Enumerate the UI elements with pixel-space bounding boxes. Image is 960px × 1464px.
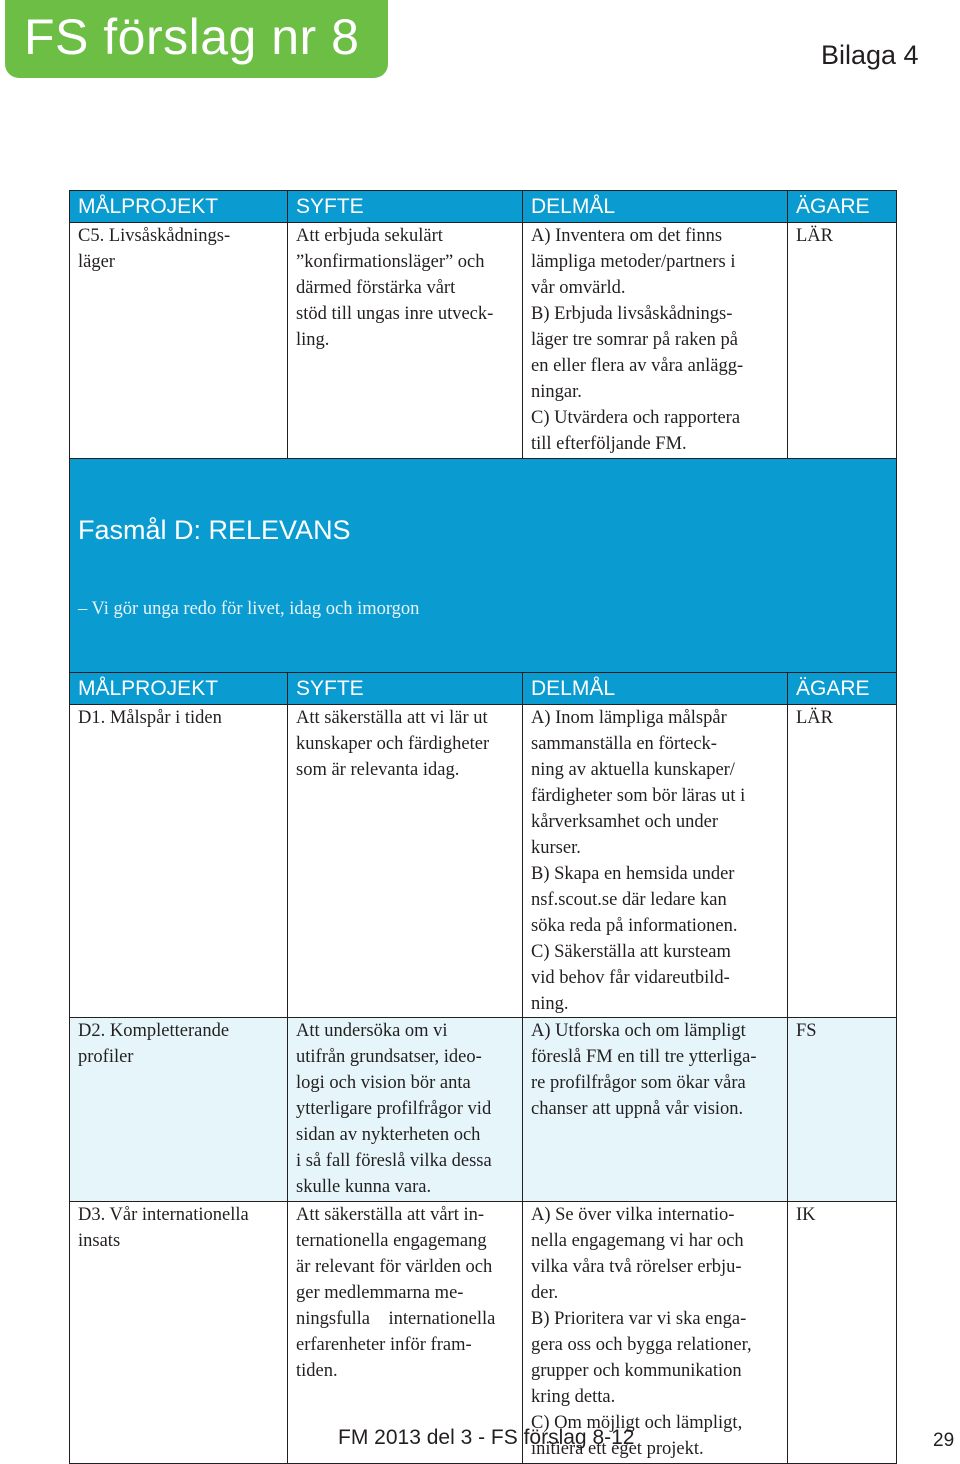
column-header-syfte: SYFTE — [288, 191, 523, 223]
column-header-delmal-2: DELMÅL — [523, 673, 788, 705]
project-table — [69, 190, 897, 1464]
cell-delmal-d2: A) Utforska och om lämpligt föreslå FM en till tre ytterliga- re profilfrågor som ökar våra chanser att uppnå vår vision. — [523, 1018, 788, 1202]
bilaga-label: Bilaga 4 — [821, 40, 919, 70]
cell-syfte-d3: Att säkerställa att vårt in- ternationella engagemang är relevant för världen och ger medlemmarna me- ningsfulla internationella erfarenheter inför fram- tiden. — [288, 1202, 523, 1464]
column-header-delmal: DELMÅL — [523, 191, 788, 223]
footer-text: FM 2013 del 3 - FS förslag 8-12 — [338, 1426, 635, 1449]
cell-syfte-d2: Att undersöka om vi utifrån grundsatser, ideo- logi och vision bör anta ytterligare profilfrågor vid sidan av nykterheten och i så fall föreslå vilka dessa skulle kunna vara. — [288, 1018, 523, 1202]
table-header-row — [70, 191, 897, 223]
fasmal-subtitle: – Vi gör unga redo för livet, idag och imorgon — [78, 599, 420, 619]
page-title: FS förslag nr 8 — [24, 9, 360, 65]
table-row-d2 — [70, 1018, 897, 1202]
cell-projekt-c5: C5. Livsåskådnings- läger — [70, 223, 288, 459]
table-row-c5 — [70, 223, 897, 459]
column-header-malprojekt-2: MÅLPROJEKT — [70, 673, 288, 705]
fasmal-row — [70, 459, 897, 673]
cell-agare-c5: LÄR — [788, 223, 897, 459]
cell-delmal-c5: A) Inventera om det finns lämpliga metoder/partners i vår omvärld. B) Erbjuda livsåskådnings- läger tre somrar på raken på en eller flera av våra anlägg- ningar. C) Utvärdera och rapportera till efterföljande FM. — [523, 223, 788, 459]
table-header-row-2 — [70, 673, 897, 705]
cell-delmal-d3: A) Se över vilka internatio- nella engagemang vi har och vilka våra två rörelser erbju- der. B) Prioritera var vi ska enga- gera oss och bygga relationer, grupper och kommunikation kring detta. C) Om möjligt och lämpligt, initiera ett eget projekt. — [523, 1202, 788, 1464]
column-header-syfte-2: SYFTE — [288, 673, 523, 705]
table-row-d3 — [70, 1202, 897, 1464]
fasmal-cell — [70, 459, 897, 673]
cell-syfte-d1: Att säkerställa att vi lär ut kunskaper och färdigheter som är relevanta idag. — [288, 705, 523, 1018]
cell-agare-d1: LÄR — [788, 705, 897, 1018]
table-row-d1 — [70, 705, 897, 1018]
fasmal-title: Fasmål D: RELEVANS — [78, 515, 351, 545]
cell-projekt-d3: D3. Vår internationella insats — [70, 1202, 288, 1464]
column-header-agare-2: ÄGARE — [788, 673, 897, 705]
page-number: 29 — [933, 1430, 955, 1451]
cell-projekt-d1: D1. Målspår i tiden — [70, 705, 288, 1018]
cell-agare-d2: FS — [788, 1018, 897, 1202]
cell-agare-d3: IK — [788, 1202, 897, 1464]
column-header-agare: ÄGARE — [788, 191, 897, 223]
column-header-malprojekt: MÅLPROJEKT — [70, 191, 288, 223]
cell-projekt-d2: D2. Kompletterande profiler — [70, 1018, 288, 1202]
cell-delmal-d1: A) Inom lämpliga målspår sammanställa en förteck- ning av aktuella kunskaper/ färdigheter som bör läras ut i kårverksamhet och under kurser. B) Skapa en hemsida under nsf.scout.se där ledare kan söka reda på informationen. C) Säkerställa att kursteam vid behov får vidareutbild- ning. — [523, 705, 788, 1018]
cell-syfte-c5: Att erbjuda sekulärt ”konfirmationsläger” och därmed förstärka vårt stöd till ungas inre utveck- ling. — [288, 223, 523, 459]
